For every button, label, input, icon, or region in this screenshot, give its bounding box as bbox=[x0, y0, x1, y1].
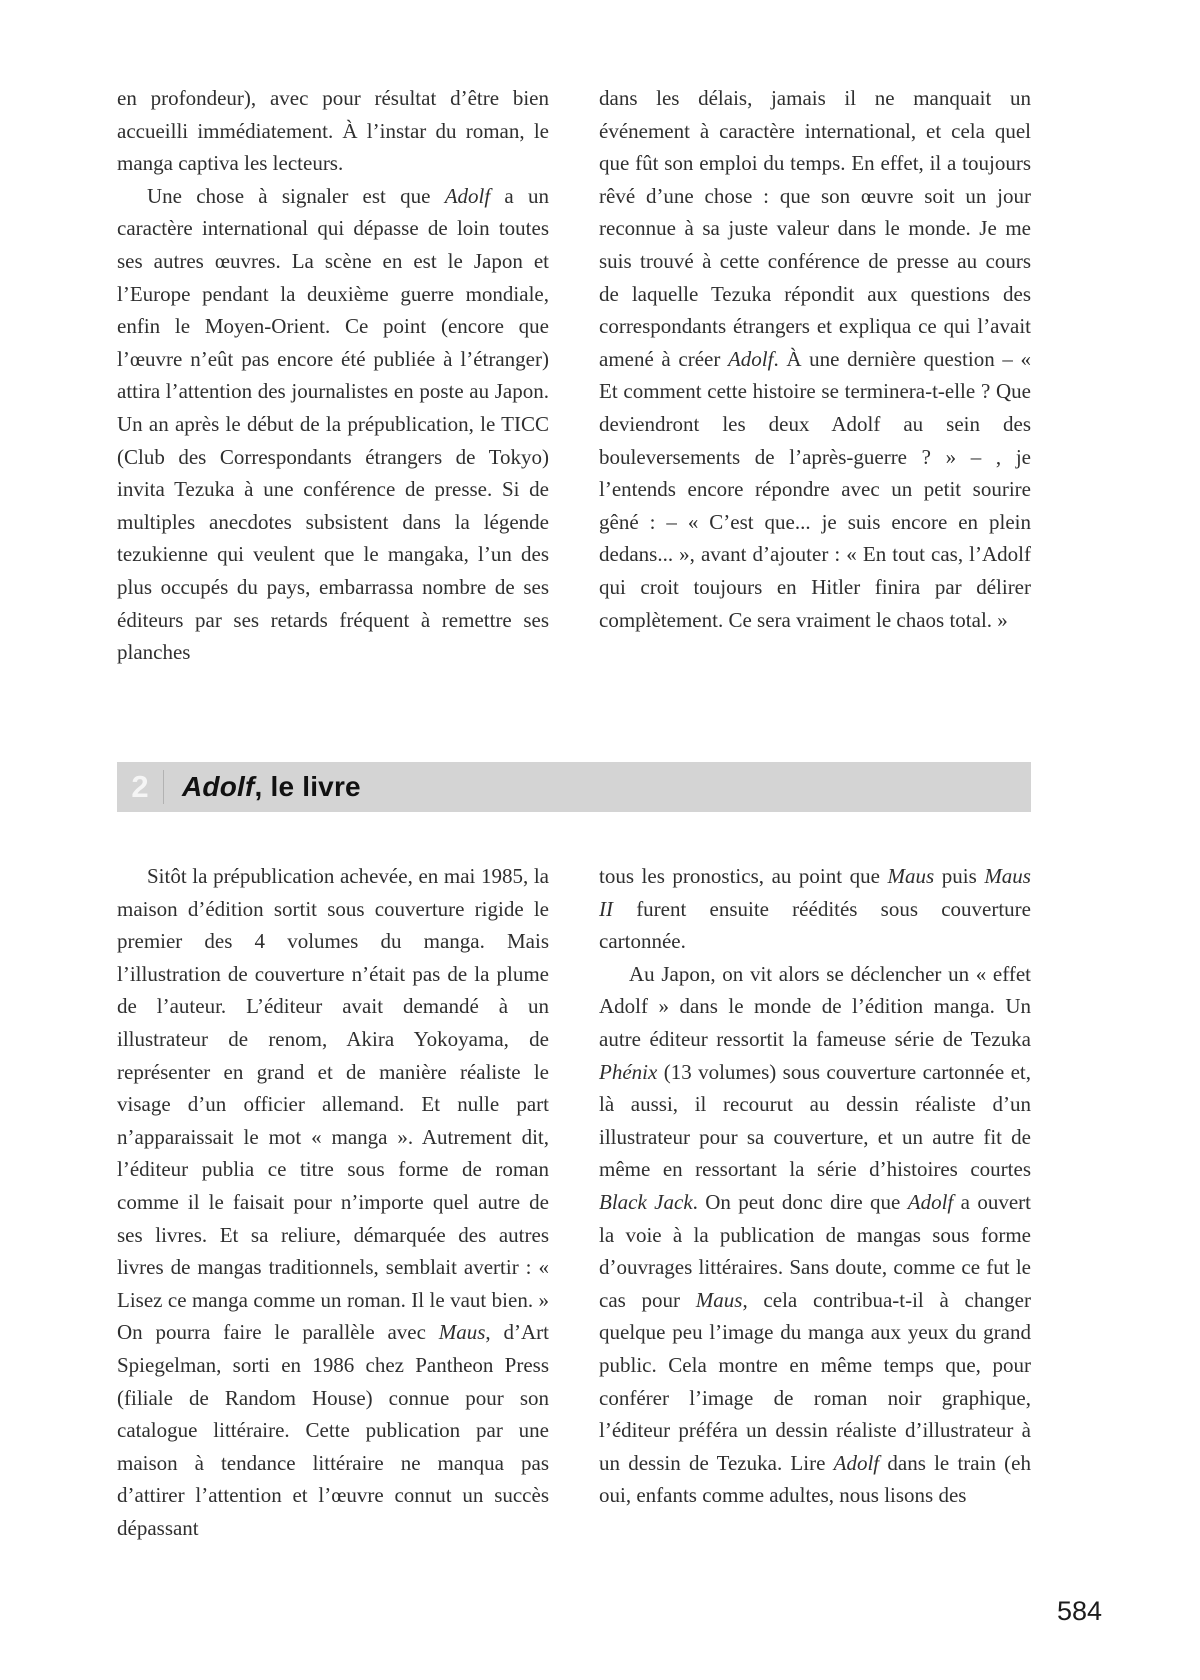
text-run: . On peut donc dire que bbox=[692, 1189, 908, 1214]
italic-text: Black Jack bbox=[599, 1189, 693, 1214]
bottom-left-column bbox=[117, 860, 549, 1575]
paragraph bbox=[117, 82, 549, 180]
paragraph bbox=[599, 860, 1031, 958]
text-run: dans les délais, jamais il ne manquait un événement à caractère international, et cela quel que fût son emploi du temps. En effet, il a toujours rêvé d’une chose : que son œuvre soit un jour reconnue à sa juste valeur dans le monde. Je me suis trouvé à cette conférence de presse au cours de laquelle Tezuka répondit aux questions des correspondants étrangers et expliqua ce qui l’avait amené à créer bbox=[599, 86, 1031, 371]
italic-text: Maus bbox=[438, 1320, 486, 1345]
section-header-divider bbox=[163, 770, 164, 804]
italic-text: Adolf bbox=[444, 183, 491, 208]
text-run: dans le train (eh oui, enfants comme adultes, nous lisons des bbox=[599, 1450, 1031, 1508]
top-right-column bbox=[599, 82, 1031, 762]
body-text-section bbox=[117, 860, 1031, 1575]
italic-text: Adolf bbox=[907, 1189, 954, 1214]
italic-text: Maus bbox=[887, 864, 935, 888]
italic-text: Phénix bbox=[599, 1059, 658, 1084]
paragraph bbox=[117, 860, 549, 1544]
text-run: a ouvert la voie à la publication de mangas sous forme d’ouvrages littéraires. Sans doute, comme ce fut le cas pour bbox=[599, 1189, 1031, 1312]
italic-text: Maus II bbox=[599, 864, 1031, 921]
text-run: . À une dernière question – « Et comment cette histoire se terminera-t-elle ? Que deviendront les deux Adolf au sein des bouleversements de l’après-guerre ? » – , je l’entends encore répondre avec un petit sourire gêné : – « C’est que... je suis encore en plein dedans... », avant d’ajouter : « En tout cas, l’Adolf qui croit toujours en Hitler finira par délirer complètement. Ce sera vraiment le chaos total. » bbox=[599, 346, 1031, 632]
top-text-section bbox=[117, 82, 1031, 762]
text-run: puis bbox=[934, 864, 985, 888]
section-header-bar bbox=[117, 762, 1031, 812]
italic-text: Adolf bbox=[727, 346, 774, 371]
section-number: 2 bbox=[131, 769, 149, 804]
text-run: tous les pronostics, au point que bbox=[599, 864, 888, 888]
paragraph bbox=[599, 82, 1031, 636]
section-title bbox=[182, 771, 361, 803]
section-title-italic: Adolf bbox=[182, 771, 255, 802]
top-left-column bbox=[117, 82, 549, 762]
text-run: furent ensuite réédités sous couverture cartonnée. bbox=[599, 896, 1031, 954]
paragraph bbox=[117, 180, 549, 669]
text-run: en profondeur), avec pour résultat d’être bien accueilli immédiatement. À l’instar du roman, le manga captiva les lecteurs. bbox=[117, 86, 549, 176]
text-run: , d’Art Spiegelman, sorti en 1986 chez Pantheon Press (filiale de Random House) connue pour son catalogue littéraire. Cette publication par une maison à tendance littéraire ne manqua pas d’attirer l’attention et l’œuvre connut un succès dépassant bbox=[117, 1320, 549, 1540]
text-run: , cela contribua-t-il à changer quelque peu l’image du manga aux yeux du grand public. Cela montre en même temps que, pour conférer l’image de roman noir graphique, l’éditeur préféra un dessin réaliste d’illustrateur à un dessin de Tezuka. Lire bbox=[599, 1287, 1031, 1475]
section-title-rest: , le livre bbox=[254, 771, 361, 802]
text-run: (13 volumes) sous couverture cartonnée et, là aussi, il recourut au dessin réaliste d’un illustrateur pour sa couverture, et un autre fit de même en ressortant la série d’histoires courtes bbox=[599, 1059, 1031, 1182]
italic-text: Adolf bbox=[833, 1450, 880, 1475]
text-run: a un caractère international qui dépasse de loin toutes ses autres œuvres. La scène en est le Japon et l’Europe pendant la deuxième guerre mondiale, enfin le Moyen-Orient. Ce point (encore que l’œuvre n’eût pas encore été publiée à l’étranger) attira l’attention des journalistes en poste au Japon. Un an après le début de la prépublication, le TICC (Club des Correspondants étrangers de Tokyo) invita Tezuka à une conférence de presse. Si de multiples anecdotes subsistent dans la légende tezukienne qui veulent que le mangaka, l’un des plus occupés du pays, embarrassa nombre de ses éditeurs par ses retards fréquent à remettre ses planches bbox=[117, 183, 549, 665]
paragraph bbox=[599, 958, 1031, 1512]
page-number: 584 bbox=[1056, 1596, 1102, 1626]
italic-text: Maus bbox=[695, 1287, 743, 1312]
text-run: Une chose à signaler est que bbox=[147, 183, 445, 208]
text-run: Au Japon, on vit alors se déclencher un « effet Adolf » dans le monde de l’édition manga. Un autre éditeur ressortit la fameuse série de Tezuka bbox=[599, 961, 1031, 1051]
text-run: Sitôt la prépublication achevée, en mai 1985, la maison d’édition sortit sous couverture rigide le premier des 4 volumes du manga. Mais l’illustration de couverture n’était pas de la plume de l’auteur. L’éditeur avait demandé à un illustrateur de renom, Akira Yokoyama, de représenter en grand et de manière réaliste le visage d’un officier allemand. Et nulle part n’apparaissait le mot « manga ». Autrement dit, l’éditeur publia ce titre sous forme de roman comme il le faisait pour n’importe quel autre de ses livres. Et sa reliure, démarquée des autres livres de mangas traditionnels, semblait avertir : « Lisez ce manga comme un roman. Il le vaut bien. » On pourra faire le parallèle avec bbox=[117, 864, 549, 1345]
bottom-right-column bbox=[599, 860, 1031, 1575]
page-content bbox=[117, 82, 1031, 1575]
